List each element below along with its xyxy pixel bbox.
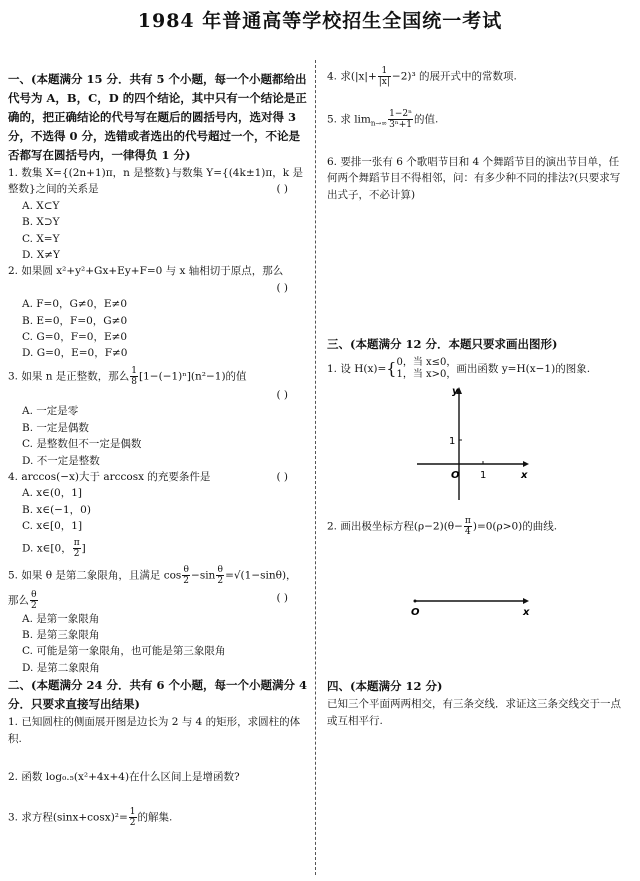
question-stem-a: 5. 如果 θ 是第二象限角，且满足 cos bbox=[8, 569, 182, 582]
question-2-4: 4. 求(|x|+ $\frac{1}{|x|}$ −2)³ 的展开式中的常数项. bbox=[327, 66, 517, 87]
section-4-heading: 四、(本题满分 12 分) bbox=[327, 679, 443, 694]
fraction-theta-half: $\frac{\theta}{2}$ bbox=[183, 564, 190, 586]
question-stem: 1. 数集 X={(2n+1)π，n 是整数}与数集 Y={(4k±1)π，k 是整数}之间的关系是 bbox=[8, 167, 304, 196]
option-b: B. 一定是偶数 bbox=[22, 421, 89, 434]
pole-point bbox=[414, 600, 417, 603]
column-divider bbox=[315, 60, 316, 875]
option-b: B. E=0，F=0，G≠0 bbox=[22, 314, 128, 327]
question-stem-a: 3. 如果 n 是正整数，那么 bbox=[8, 370, 130, 383]
option-d: D. 是第二象限角 bbox=[22, 661, 100, 674]
polar-axis-label: x bbox=[523, 607, 530, 618]
polar-axis-arrow bbox=[523, 598, 529, 604]
option-a: A. 是第一象限角 bbox=[22, 612, 100, 625]
question-2-6: 6. 要排一张有 6 个歌唱节目和 4 个舞蹈节目的演出节目单，任何两个舞蹈节目不得相邻，问：有多少种不同的排法?(只要求写出式子，不必计算) bbox=[327, 156, 621, 201]
answer-paren: ( ) bbox=[276, 470, 288, 483]
question-2-5: 5. 求 $\lim_{n\to\infty}$ $\frac{\text{1−2ⁿ}}{\text{3ⁿ+1}}$ 的值. bbox=[327, 109, 439, 130]
left-column bbox=[8, 70, 308, 828]
option-c: C. G=0，F=0，E≠0 bbox=[22, 331, 128, 344]
option-a: A. F=0，G≠0，E≠0 bbox=[22, 298, 128, 311]
y-tick-label-1: 1 bbox=[449, 436, 456, 448]
pole-label: O bbox=[411, 607, 420, 618]
x-axis-label: x bbox=[521, 470, 528, 482]
question-2-3: 3. 求方程(sinx+cosx)²= $\frac{1}{2}$ 的解集. bbox=[8, 807, 173, 829]
question-stem: 4. arccos(−x)大于 arccosx 的充要条件是 bbox=[8, 470, 211, 483]
option-a: A. X⊂Y bbox=[22, 199, 60, 212]
option-c: C. X=Y bbox=[22, 232, 60, 245]
question-stem-b: [1−(−1)ⁿ](n²−1)的值 bbox=[139, 370, 247, 383]
option-c: C. 可能是第一象限角，也可能是第三象限角 bbox=[22, 645, 226, 658]
section-1-heading: 一、(本题满分 15 分．共有 5 个小题，每一个小题都给出代号为 A，B，C，D 的四个结论，其中只有一个结论是正确的，把正确结论的代号写在题后的圆括号内，选对得 3 分，不选得 0 分，选错或者选出的代号超过一个，不论是否都写在圆括号内，一律得负 1 分) bbox=[8, 72, 307, 162]
right-column bbox=[327, 66, 627, 729]
question-4: 已知三个平面两两相交，有三条交线．求证这三条交线交于一点或互相平行. bbox=[327, 698, 621, 727]
x-axis-arrow bbox=[523, 461, 529, 467]
option-b: B. x∈(−1，0) bbox=[22, 503, 91, 516]
question-1-4 bbox=[8, 469, 308, 559]
question-1-1 bbox=[8, 165, 308, 263]
step-function-axes bbox=[327, 382, 627, 502]
option-d: D. x∈[0， $\frac{\pi}{2}$ ] bbox=[22, 537, 86, 559]
question-1-2 bbox=[8, 263, 308, 361]
y-axis-label: y bbox=[452, 386, 459, 398]
option-b: B. X⊃Y bbox=[22, 216, 60, 229]
question-3-2: 2. 画出极坐标方程(ρ−2)(θ− $\frac{\pi}{4}$ )=0(ρ>0)的曲线. bbox=[327, 516, 558, 538]
fraction-one-eighth: $\frac{1}{8}$ bbox=[131, 365, 138, 387]
question-stem: 2. 如果圆 x²+y²+Gx+Ey+F=0 与 x 轴相切于原点，那么 bbox=[8, 265, 284, 278]
question-2-2: 2. 函数 log₀.₅(x²+4x+4)在什么区间上是增函数? bbox=[8, 770, 240, 783]
option-a: A. 一定是零 bbox=[22, 405, 79, 418]
option-b: B. 是第三象限角 bbox=[22, 628, 100, 641]
option-d: D. G=0，E=0，F≠0 bbox=[22, 347, 128, 360]
exam-title: 1984 年普通高等学校招生全国统一考试 bbox=[137, 10, 503, 32]
answer-paren: ( ) bbox=[276, 183, 288, 196]
answer-paren: ( ) bbox=[276, 388, 288, 401]
answer-paren: ( ) bbox=[276, 281, 288, 294]
fraction-theta-half: $\frac{\theta}{2}$ bbox=[217, 564, 224, 586]
section-2-heading: 二、(本题满分 24 分．共有 6 个小题，每一个小题满分 4 分．只要求直接写出结果) bbox=[8, 678, 307, 712]
question-2-1: 1. 已知圆柱的侧面展开图是边长为 2 与 4 的矩形，求圆柱的体积. bbox=[8, 716, 301, 745]
fraction-theta-half: $\frac{\theta}{2}$ bbox=[31, 589, 37, 611]
x-tick-label-1: 1 bbox=[480, 470, 487, 482]
option-c: C. x∈[0，1] bbox=[22, 520, 83, 533]
option-c: C. 是整数但不一定是偶数 bbox=[22, 438, 142, 451]
question-3-1: 1. 设 H(x)={ 0，当 x≤0， 1，当 x>0， 画出函数 y=H(x−1)的图象. bbox=[327, 357, 591, 381]
answer-paren: ( ) bbox=[276, 591, 288, 604]
question-1-3 bbox=[8, 366, 308, 469]
option-a: A. x∈(0，1] bbox=[22, 487, 83, 500]
section-3-heading: 三、(本题满分 12 分．本题只要求画出图形) bbox=[327, 337, 558, 352]
option-d: D. 不一定是整数 bbox=[22, 454, 100, 467]
option-d: D. X≠Y bbox=[22, 249, 60, 262]
polar-axis bbox=[327, 537, 627, 617]
question-1-5: 5. 如果 θ 是第二象限角，且满足 cos $\frac{\theta}{2}$ −sin $\frac{\theta}{2}$ =√(1−sinθ)， 那么 $\frac{\theta}{2}$ ( ) A. 是第一象限角 B. 是第三象限角 C. 可能是第一象限角，也可能是第三象限角 D. 是第二象限角 bbox=[8, 565, 308, 677]
origin-label: O bbox=[451, 470, 460, 482]
